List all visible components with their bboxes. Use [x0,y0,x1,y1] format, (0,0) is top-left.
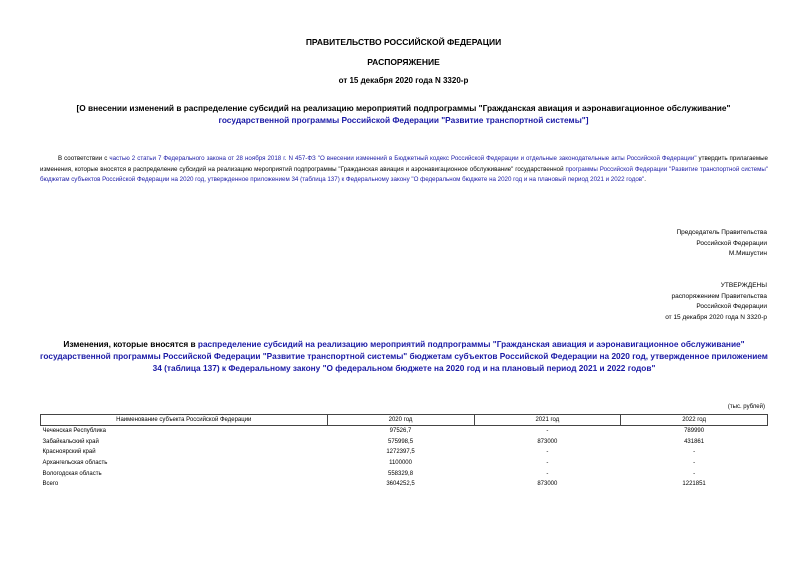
signature-block [676,228,767,260]
cell-2022: - [693,460,696,467]
changes-title-link[interactable]: распределение субсидий на реализацию мероприятий подпрограммы "Гражданская авиация и аэронавигационное обслуживание" государственной программы Российской Федерации "Развитие транспортной системы" бюджетам субъектов Российской Федерации на 2020 год, утвержденное приложением 34 (таблица 137) к Федеральному закону "О федеральном бюджете на 2020 год и на плановый период 2021 и 2022 годов" [40,339,768,373]
cell-2021: - [546,470,549,477]
column-header-region: Наименование субъекта Российской Федерации [41,415,328,426]
table-row [41,426,768,437]
column-header-2021: 2021 год [474,415,621,426]
government-heading: ПРАВИТЕЛЬСТВО РОССИЙСКОЙ ФЕДЕРАЦИИ [305,37,502,47]
document-title-line2: государственной программы Российской Федерации "Развитие транспортной системы"] [218,115,589,125]
approval-line-3: Российской Федерации [696,303,767,310]
paragraph-middle: утвердить прилагаемые изменения, которые вносятся в распределение субсидий на реализацию мероприятий подпрограммы "Гражданская авиация и аэронавигационное обслуживание" государственной [40,155,768,173]
approval-line-1: УТВЕРЖДЕНЫ [720,282,767,289]
table-row [41,468,768,479]
cell-2021: - [546,449,549,456]
cell-region: Красноярский край [42,449,96,456]
units-label: (тыс. рублей) [727,404,765,410]
changes-title [40,338,768,374]
cell-2022: 789990 [684,428,705,435]
cell-2021: 873000 [537,438,558,445]
paragraph-start: В соответствии с [58,155,110,162]
cell-2021: 873000 [537,481,558,488]
table-header-row [41,415,768,426]
cell-region: Всего [42,481,59,488]
signature-line-1: Председатель Правительства [676,229,767,236]
cell-2020: 3604252,5 [386,481,415,488]
table-row [41,447,768,458]
cell-2020: 97526,7 [389,428,412,435]
changes-title-prefix: Изменения, которые вносятся в [63,339,198,349]
cell-region: Вологодская область [42,470,102,477]
approval-block [665,281,767,323]
approval-line-2: распоряжением Правительства [671,292,767,300]
table-row [41,437,768,448]
cell-2020: 1100000 [389,460,412,467]
table-row-total [41,479,768,490]
cell-2020: 558329,8 [388,470,414,477]
cell-2021: - [546,428,549,435]
document-title [0,102,807,126]
cell-2020: 575998,5 [388,438,414,445]
cell-2020: 1272397,5 [386,449,415,456]
cell-2022: - [693,470,696,477]
approval-line-4: от 15 декабря 2020 года N 3320-р [665,313,767,321]
subsidy-table [40,414,768,490]
budget-law-link[interactable]: программы Российской Федерации "Развитие транспортной системы" бюджетам субъектов Российской Федерации на 2020 год, утвержденное приложением 34 (таблица 137) к Федеральному закону "О федеральном бюджете на 2020 год и на плановый период 2021 и 2022 годов" [40,165,768,183]
column-header-2020: 2020 год [327,415,474,426]
cell-region: Чеченская Республика [42,428,106,435]
body-paragraph [40,154,768,186]
cell-2022: 431861 [684,438,705,445]
cell-region: Забайкальский край [42,438,99,445]
cell-2021: - [546,460,549,467]
column-header-2022: 2022 год [621,415,768,426]
paragraph-end: . [644,176,646,183]
document-title-line1: [О внесении изменений в распределение субсидий на реализацию мероприятий подпрограммы "Гражданская авиация и аэронавигационное обслуживание" [76,103,731,113]
cell-region: Архангельская область [42,460,108,467]
signature-line-3: М.Мишустин [728,250,767,257]
law-link[interactable]: частью 2 статьи 7 Федерального закона от 28 ноября 2018 г. N 457-ФЗ "О внесении изменений в Бюджетный кодекс Российской Федерации и отдельные законодательные акты Российской Федерации" [109,155,697,162]
cell-2022: - [693,449,696,456]
document-type-heading: РАСПОРЯЖЕНИЕ [367,57,440,67]
date-number-heading: от 15 декабря 2020 года N 3320-р [338,76,469,85]
table-row [41,458,768,469]
cell-2022: 1221851 [682,481,706,488]
signature-line-2: Российской Федерации [696,239,767,247]
